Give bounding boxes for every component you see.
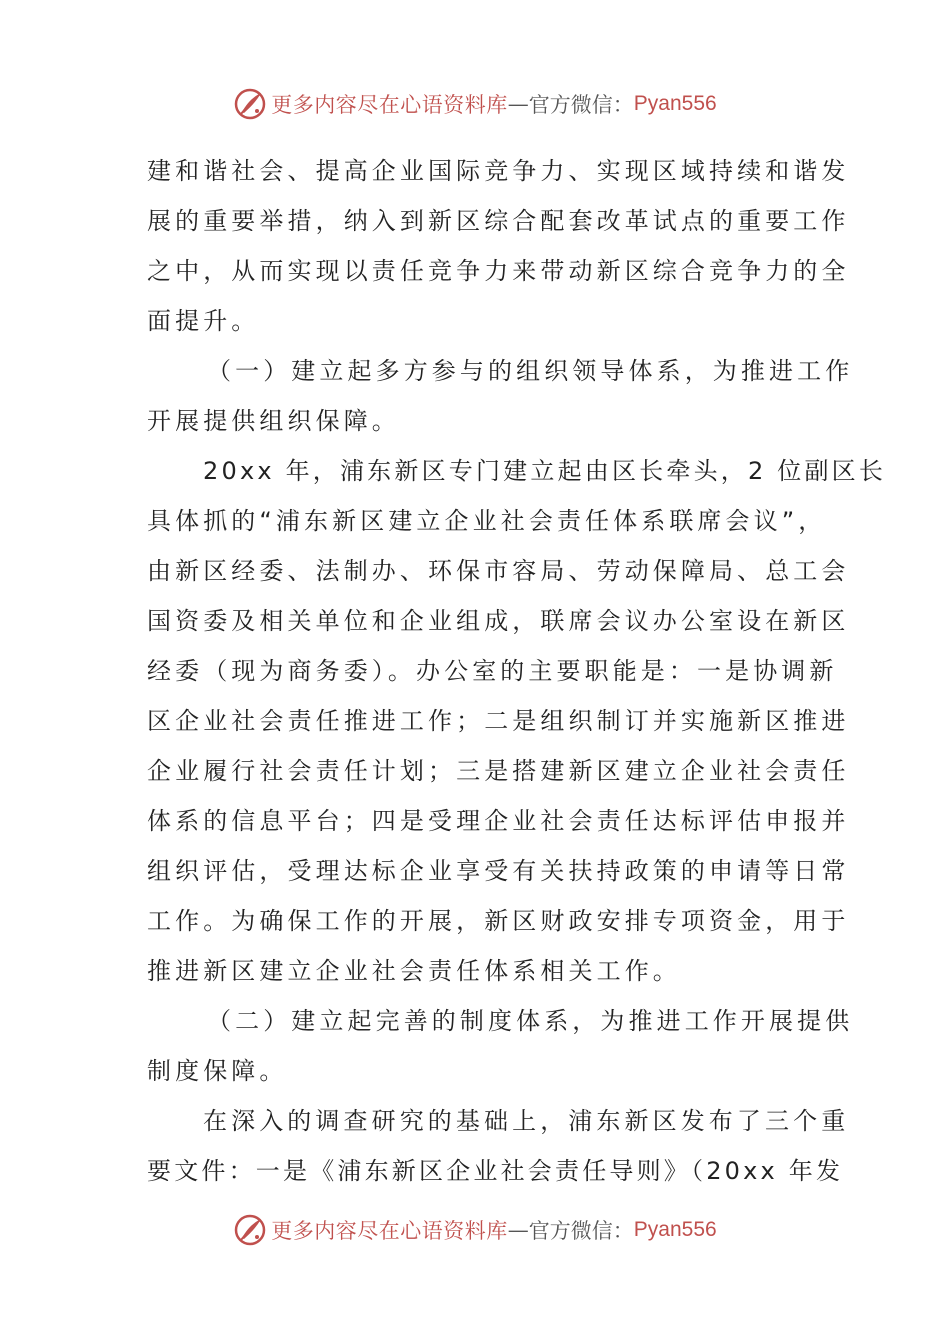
body-line: 工作。为确保工作的开展，新区财政安排专项资金，用于: [147, 907, 850, 935]
body-line: 推进新区建立企业社会责任体系相关工作。: [147, 957, 681, 985]
body-line: 制度保障。: [147, 1057, 288, 1085]
body-line: 开展提供组织保障。: [147, 407, 400, 435]
body-line: 面提升。: [147, 307, 260, 335]
watermark-contact-id: Pyan556: [633, 92, 717, 115]
section-heading-2: （二）建立起完善的制度体系，为推进工作开展提供: [207, 1007, 854, 1035]
watermark-brand-text: 更多内容尽在心语资料库: [271, 93, 508, 117]
body-line: 企业履行社会责任计划；三是搭建新区建立企业社会责任: [147, 757, 850, 785]
body-line: 之中，从而实现以责任竞争力来带动新区综合竞争力的全: [147, 257, 850, 285]
body-line: 国资委及相关单位和企业组成，联席会议办公室设在新区: [147, 607, 850, 635]
watermark-contact-label: 官方微信：: [528, 93, 634, 117]
body-line: 要文件：一是《浦东新区企业社会责任导则》（20xx 年发: [147, 1157, 844, 1185]
watermark-contact-id: Pyan556: [633, 1218, 717, 1241]
watermark-dash: —: [507, 1218, 529, 1242]
body-line: 在深入的调查研究的基础上，浦东新区发布了三个重: [203, 1107, 850, 1135]
body-line: 建和谐社会、提高企业国际竞争力、实现区域持续和谐发: [147, 157, 850, 185]
body-line: 20xx 年，浦东新区专门建立起由区长牵头，2 位副区长: [203, 457, 887, 485]
watermark-contact-label: 官方微信：: [528, 1219, 634, 1243]
quill-logo-icon: [233, 87, 267, 121]
document-body: [147, 146, 887, 1196]
body-line: 展的重要举措，纳入到新区综合配套改革试点的重要工作: [147, 207, 850, 235]
body-line: 组织评估，受理达标企业享受有关扶持政策的申请等日常: [147, 857, 850, 885]
footer-watermark: [0, 1208, 950, 1252]
watermark-dash: —: [507, 92, 529, 116]
header-watermark: [0, 82, 950, 126]
body-line: 具体抓的“浦东新区建立企业社会责任体系联席会议”，: [147, 507, 827, 535]
section-heading-1: （一）建立起多方参与的组织领导体系，为推进工作: [207, 357, 854, 385]
body-line: 体系的信息平台；四是受理企业社会责任达标评估申报并: [147, 807, 850, 835]
quill-logo-icon: [233, 1213, 267, 1247]
body-line: 由新区经委、法制办、环保市容局、劳动保障局、总工会: [147, 557, 850, 585]
body-line: 经委（现为商务委）。办公室的主要职能是：一是协调新: [147, 657, 838, 685]
body-line: 区企业社会责任推进工作；二是组织制订并实施新区推进: [147, 707, 850, 735]
watermark-brand-text: 更多内容尽在心语资料库: [271, 1219, 508, 1243]
